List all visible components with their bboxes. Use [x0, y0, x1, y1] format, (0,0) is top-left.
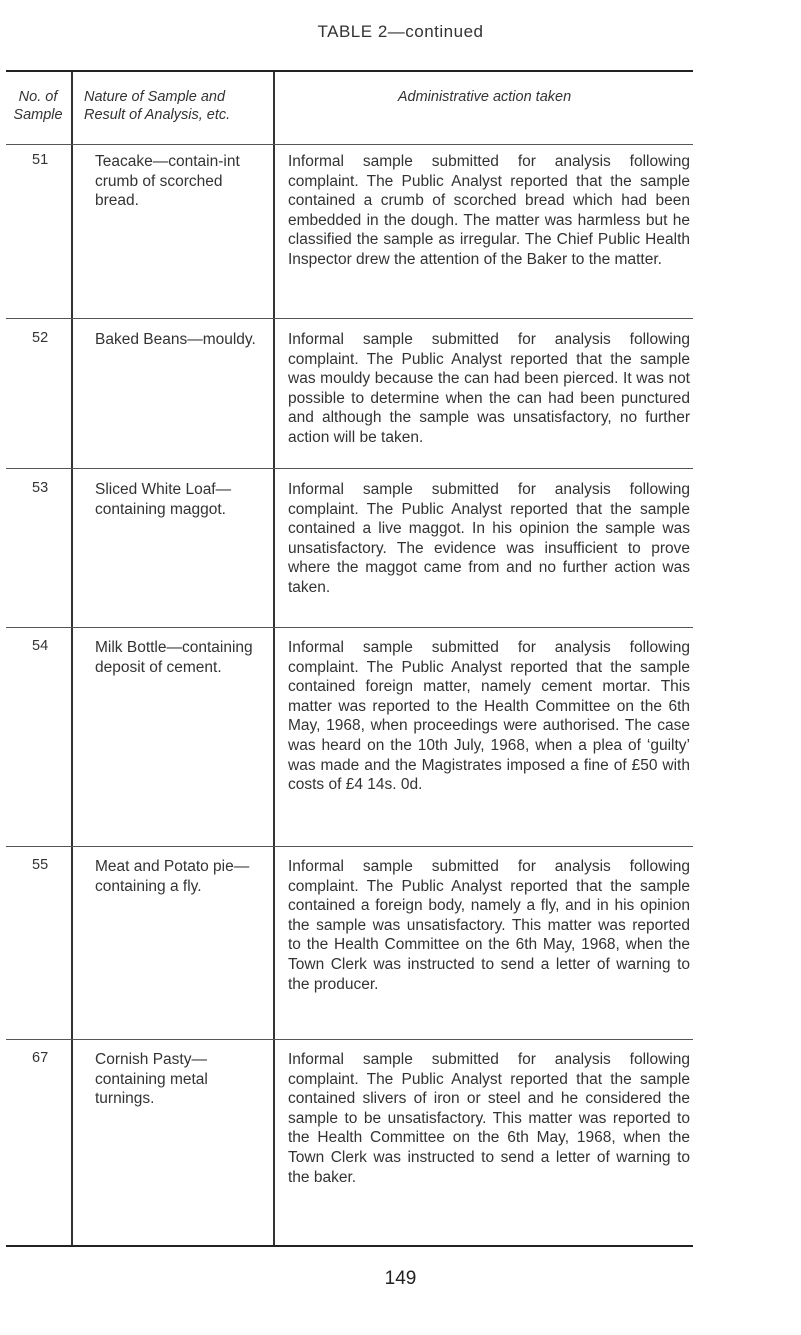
table-bottom-rule: [6, 1245, 693, 1247]
sample-number: 53: [32, 480, 49, 496]
action-taken: Informal sample submitted for analysis following complaint. The Public Analyst reported that the sample contained a live maggot. In his opinion the sample was unsatisfactory. The evidence was insufficient to prove where the maggot came from and no further action was taken.: [288, 481, 690, 596]
header-divider: [6, 144, 693, 145]
page-number: 149: [384, 1268, 417, 1289]
row-divider: [6, 468, 693, 469]
sample-nature: Sliced White Loaf—containing maggot.: [95, 481, 232, 518]
table-top-rule: [6, 70, 693, 72]
header-administrative-action: Administrative action taken: [397, 89, 572, 105]
sample-nature: Milk Bottle—containing deposit of cement.: [95, 639, 253, 676]
sample-nature: Cornish Pasty—containing metal turnings.: [95, 1051, 208, 1107]
action-taken: Informal sample submitted for analysis following complaint. The Public Analyst reported that the sample contained a crumb of scorched bread which had been embedded in the dough. The matter was harmless but he classified the sample as irregular. The Chief Public Health Inspector drew the attention of the Baker to the matter.: [288, 153, 690, 268]
row-divider: [6, 318, 693, 319]
column-divider-1: [71, 72, 73, 1245]
action-taken: Informal sample submitted for analysis following complaint. The Public Analyst reported that the sample contained slivers of iron or steel and he considered the sample to be unsatisfactory. This matter was reported to the Health Committee on the 6th May, 1968, when the Town Clerk was instructed to send a letter of warning to the baker.: [288, 1051, 690, 1186]
header-sample-number: No. of Sample: [13, 89, 63, 123]
sample-nature: Meat and Potato pie—containing a fly.: [95, 858, 250, 895]
sample-number: 54: [32, 638, 49, 654]
table-title: TABLE 2—continued: [317, 22, 484, 41]
sample-number: 67: [32, 1050, 49, 1066]
row-divider: [6, 846, 693, 847]
action-taken: Informal sample submitted for analysis following complaint. The Public Analyst reported that the sample contained a foreign body, namely a fly, and in his opinion the sample was unsatisfactory. This matter was reported to the Health Committee on the 6th May, 1968, when the Town Clerk was instructed to send a letter of warning to the producer.: [288, 858, 690, 993]
action-taken: Informal sample submitted for analysis following complaint. The Public Analyst reported that the sample was mouldy because the can had been pierced. It was not possible to determine when the can had been punctured and although the sample was unsatisfactory, no further action will be taken.: [288, 331, 690, 446]
sample-number: 51: [32, 152, 49, 168]
sample-nature: Baked Beans—mouldy.: [95, 331, 256, 348]
action-taken: Informal sample submitted for analysis following complaint. The Public Analyst reported that the sample contained foreign matter, namely cement mortar. This matter was reported to the Health Committee on the 6th May, 1968, when proceedings were authorised. The case was heard on the 10th July, 1968, when a plea of ‘guilty’ was made and the Magistrates imposed a fine of £50 with costs of £4 14s. 0d.: [288, 639, 690, 794]
row-divider: [6, 627, 693, 628]
header-nature-of-sample: Nature of Sample and Result of Analysis, etc.: [84, 89, 231, 123]
row-divider: [6, 1039, 693, 1040]
sample-number: 52: [32, 330, 49, 346]
column-divider-2: [273, 72, 275, 1245]
sample-number: 55: [32, 857, 49, 873]
sample-nature: Teacake—contain-int crumb of scorched bread.: [95, 153, 240, 209]
